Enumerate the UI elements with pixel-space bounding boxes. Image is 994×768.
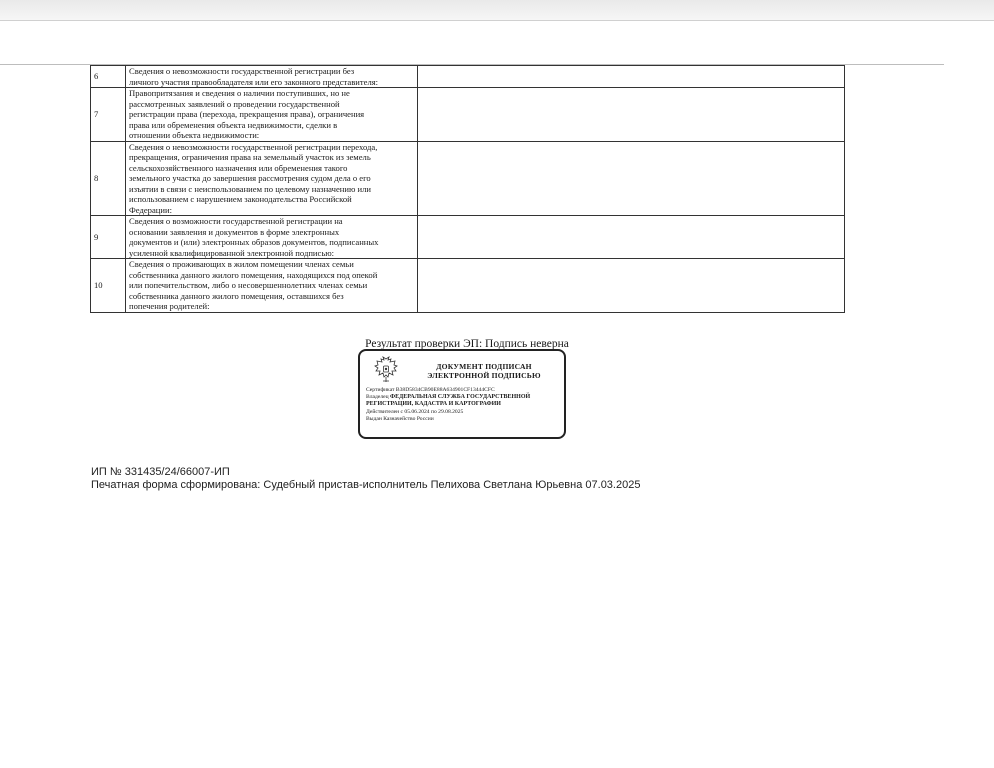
row-text-line: попечения родителей: xyxy=(129,301,210,311)
row-text-line: усиленной квалифицированной электронной подписью: xyxy=(129,247,335,258)
stamp-title xyxy=(404,362,564,380)
document-footer xyxy=(91,466,640,492)
stamp-owner-name: ФЕДЕРАЛЬНАЯ СЛУЖБА ГОСУДАРСТВЕННОЙ xyxy=(390,394,531,401)
stamp-owner xyxy=(366,394,566,401)
row-text-line: собственника данного жилого помещения, находящихся под опекой xyxy=(129,269,378,280)
row-value xyxy=(418,66,845,88)
row-description xyxy=(126,88,418,142)
row-text-line: использованием с нарушением законодательства Российской xyxy=(129,194,352,204)
stamp-owner-name-cont: РЕГИСТРАЦИИ, КАДАСТРА И КАРТОГРАФИИ xyxy=(366,401,501,408)
table-row xyxy=(91,216,845,259)
print-form-info: Печатная форма сформирована: Судебный пристав-исполнитель Пелихова Светлана Юрьевна 07.03.2025 xyxy=(91,479,641,491)
row-description xyxy=(126,259,418,313)
table-row xyxy=(91,66,845,88)
stamp-owner-label: Владелец xyxy=(366,394,389,401)
row-description xyxy=(126,66,418,88)
row-text-line: собственника данного жилого помещения, оставшихся без xyxy=(129,290,344,301)
row-text-line: права или обременения объекта недвижимости, сделки в xyxy=(129,119,338,130)
e-signature-stamp xyxy=(358,349,566,439)
row-text-line: Сведения о проживающих в жилом помещении членах семьи xyxy=(129,259,354,269)
row-text-line: сельскохозяйственного назначения или обременения такого xyxy=(129,162,348,173)
row-value xyxy=(418,259,845,313)
row-description xyxy=(126,141,418,216)
stamp-title-line: ДОКУМЕНТ ПОДПИСАН xyxy=(436,362,532,371)
row-text-line: документов и (или) электронных образов документов, подписанных xyxy=(129,237,379,247)
scan-top-shadow xyxy=(0,0,994,20)
row-number: 6 xyxy=(91,66,126,88)
table-row xyxy=(91,88,845,142)
row-number: 10 xyxy=(91,259,126,313)
row-text-line: Сведения о невозможности государственной регистрации перехода, xyxy=(129,141,378,152)
table-row xyxy=(91,141,845,216)
row-text-line: основании заявления и документов в форме электронных xyxy=(129,226,340,237)
row-value xyxy=(418,141,845,216)
row-number: 7 xyxy=(91,88,126,142)
page-edge xyxy=(0,20,994,21)
row-text-line: рассмотренных заявлений о проведении государственной xyxy=(129,98,340,109)
row-text-line: Сведения о возможности государственной регистрации на xyxy=(129,216,343,226)
stamp-details xyxy=(366,387,566,423)
row-description xyxy=(126,216,418,259)
row-text-line: земельного участка до завершения рассмотрения судом дела о его xyxy=(129,173,371,183)
row-text-line: Сведения о невозможности государственной регистрации без xyxy=(129,66,355,76)
row-text-line: отношении объекта недвижимости: xyxy=(129,130,260,140)
records-table xyxy=(90,65,845,313)
row-number: 8 xyxy=(91,141,126,216)
stamp-issuer: Выдан Казначейство России xyxy=(366,415,434,422)
row-value xyxy=(418,216,845,259)
row-text-line: Федерации: xyxy=(129,204,172,215)
row-text-line: Правопритязания и сведения о наличии поступивших, но не xyxy=(129,88,350,98)
coat-of-arms-icon xyxy=(372,355,400,385)
case-number: ИП № 331435/24/66007-ИП xyxy=(91,466,230,478)
stamp-title-line: ЭЛЕКТРОННОЙ ПОДПИСЬЮ xyxy=(427,371,541,380)
signature-check-result: Результат проверки ЭП: Подпись неверна xyxy=(365,338,569,350)
row-value xyxy=(418,88,845,142)
row-text-line: или попечительством, либо о несовершеннолетних членах семьи xyxy=(129,280,368,290)
table-row xyxy=(91,259,845,313)
stamp-validity: Действителен с 05.06.2024 по 29.08.2025 xyxy=(366,408,464,415)
row-text-line: личного участия правообладателя или его законного представителя: xyxy=(129,76,379,87)
row-text-line: прекращения, ограничения права на земельный участок из земель xyxy=(129,152,371,162)
row-number: 9 xyxy=(91,216,126,259)
row-text-line: регистрации права (перехода, прекращения права), ограничения xyxy=(129,109,365,119)
stamp-certificate: Сертификат B38D5834CB90E88A634901CF13444CFC xyxy=(366,387,495,393)
row-text-line: изъятии в связи с неиспользованием по целевому назначению или xyxy=(129,183,372,194)
